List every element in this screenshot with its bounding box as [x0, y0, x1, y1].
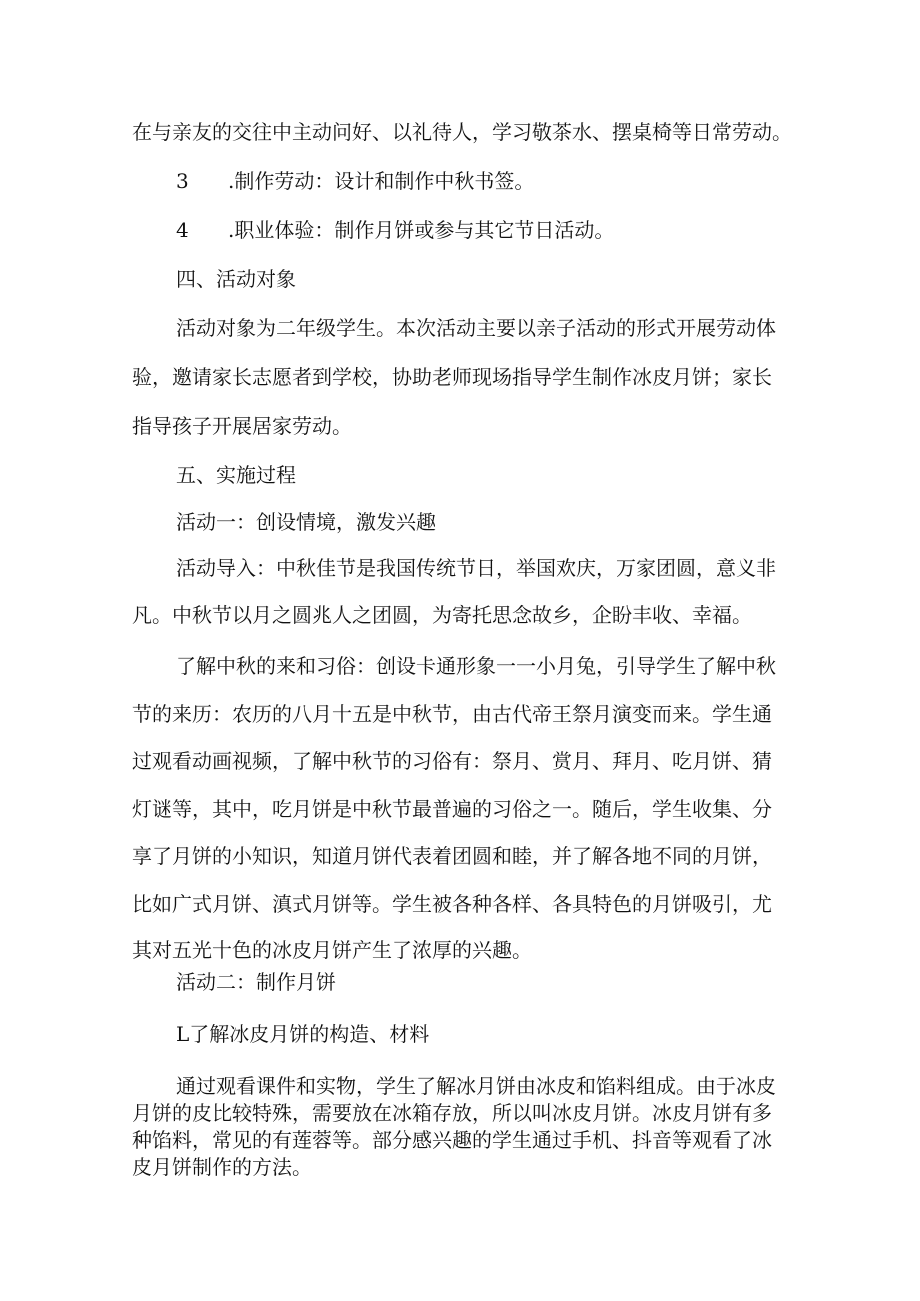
- paragraph-line: 活动导入：中秋佳节是我国传统节日，举国欢庆，万家团圆，意义非: [176, 556, 776, 580]
- section-heading: 四、活动对象: [176, 267, 296, 291]
- paragraph-line: 节的来历：农历的八月十五是中秋节，由古代帝王祭月演变而来。学生通: [132, 702, 772, 726]
- paragraph-line: 皮月饼制作的方法。: [132, 1155, 312, 1179]
- paragraph-line: 验，邀请家长志愿者到学校，协助老师现场指导学生制作冰皮月饼；家长: [132, 365, 772, 389]
- section-heading: 五、实施过程: [176, 463, 296, 487]
- paragraph-line: 享了月饼的小知识，知道月饼代表着团圆和睦，并了解各地不同的月饼，: [132, 844, 772, 868]
- paragraph-line: 比如广式月饼、滇式月饼等。学生被各种各样、各具特色的月饼吸引，尤: [132, 892, 772, 916]
- activity-heading: 活动二：制作月饼: [176, 970, 336, 994]
- paragraph-line: 月饼的皮比较特殊，需要放在冰箱存放，所以叫冰皮月饼。冰皮月饼有多: [132, 1101, 772, 1125]
- paragraph-line: 灯谜等，其中，吃月饼是中秋节最普遍的习俗之一。随后，学生收集、分: [132, 797, 772, 821]
- list-item-text: .职业体验：制作月饼或参与其它节日活动。: [228, 218, 615, 242]
- paragraph-line: 指导孩子开展居家劳动。: [132, 414, 352, 438]
- paragraph-line: 凡。中秋节以月之圆兆人之团圆，为寄托思念故乡，企盼丰收、幸福。: [132, 603, 752, 627]
- paragraph-line: 过观看动画视频，了解中秋节的习俗有：祭月、赏月、拜月、吃月饼、猜: [132, 749, 772, 773]
- paragraph-line: 在与亲友的交往中主动问好、以礼待人，学习敬茶水、摆桌椅等日常劳动。: [132, 120, 792, 144]
- list-number: 4: [176, 218, 189, 242]
- paragraph-line: 其对五光十色的冰皮月饼产生了浓厚的兴趣。: [132, 938, 532, 962]
- activity-heading: 活动一：创设情境，激发兴趣: [176, 510, 436, 534]
- list-item-text: .制作劳动：设计和制作中秋书签。: [228, 169, 535, 193]
- paragraph-line: 了解中秋的来和习俗：创设卡通形象一一小月兔，引导学生了解中秋: [176, 654, 776, 678]
- subsection-heading: L了解冰皮月饼的构造、材料: [176, 1022, 430, 1046]
- paragraph-line: 通过观看课件和实物，学生了解冰月饼由冰皮和馅料组成。由于冰皮: [176, 1074, 776, 1098]
- list-number: 3: [176, 169, 189, 193]
- paragraph-line: 种馅料，常见的有莲蓉等。部分感兴趣的学生通过手机、抖音等观看了冰: [132, 1128, 772, 1152]
- paragraph-line: 活动对象为二年级学生。本次活动主要以亲子活动的形式开展劳动体: [176, 316, 776, 340]
